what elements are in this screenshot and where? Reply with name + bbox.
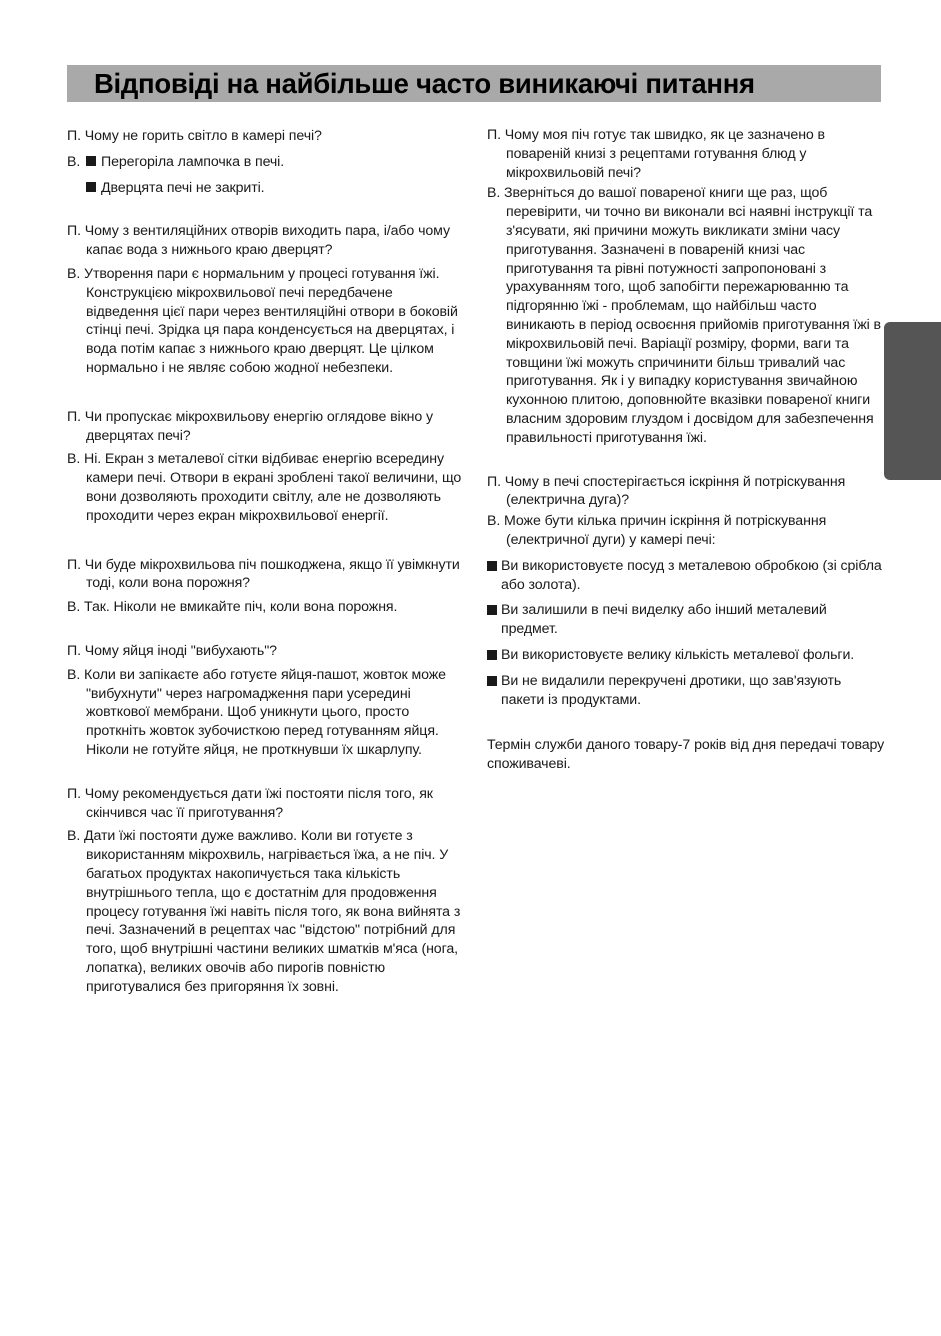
page-title: Відповіді на найбільше часто виникаючі питання <box>94 67 755 99</box>
answer: В. Дати їжі постояти дуже важливо. Коли ви готуєте з використанням мікрохвиль, нагрівається їжа, а не піч. У багатьох продуктах накопичується така кількість внутрішнього тепла, що є достатнім для продовження процесу готування їжі навіть після того, як вона вийнята з печі. Зазначений в рецептах час "відстою" потрібний для того, щоб внутрішні частини великих шматків м'яса (нога, лопатка), великих овочів або пирогів повністю приготувалися без пригоряння їх зовні. <box>67 828 461 995</box>
qa-lamp <box>67 127 467 197</box>
answer-prefix: В. <box>67 153 81 170</box>
list-item-text: Ви залишили в печі виделку або інший металевий предмет. <box>501 602 827 638</box>
question: П. Чому з вентиляційних отворів виходить пара, і/або чому капає вода з нижнього краю дверцят? <box>67 223 450 259</box>
answer-item <box>67 153 467 172</box>
answer-item <box>67 179 467 198</box>
question: П. Чи буде мікрохвильова піч пошкоджена, якщо її увімкнути тоді, коли вона порожня? <box>67 556 460 592</box>
question: П. Чому моя піч готує так швидко, як це зазначено в повареній книзі з рецептами готування блюд у мікрохвильовій печі? <box>487 127 825 181</box>
answer-text: Дверцята печі не закриті. <box>101 179 265 196</box>
answer: В. Так. Ніколи не вмикайте піч, коли вона порожня. <box>67 599 398 616</box>
question: П. Чому не горить світло в камері печі? <box>67 128 322 144</box>
qa-eggs <box>67 642 467 760</box>
qa-arcing <box>487 473 887 710</box>
bullet-square-icon <box>487 605 497 615</box>
list-item-text: Ви використовуєте велику кількість металевої фольги. <box>501 646 855 663</box>
qa-window <box>67 408 467 526</box>
side-section-tab <box>884 322 941 480</box>
answer: В. Утворення пари є нормальним у процесі готування їжі. Конструкцією мікрохвильової печі передбачене відведення цієї пари через вентиляційні отвори в боковій стінці печі. Зрідка ця пара конденсується на дверцятах, і вода потім капає з нижнього краю дверцят. Це цілком нормально і не являє собою жодної небезпеки. <box>67 265 458 376</box>
list-item-text: Ви не видалили перекручені дротики, що зав'язують пакети із продуктами. <box>501 672 842 708</box>
title-bar <box>67 65 881 102</box>
bullet-square-icon <box>487 650 497 660</box>
bullet-square-icon <box>487 676 497 686</box>
question: П. Чому в печі спостерігається іскріння й потріскування (електрична дуга)? <box>487 473 846 509</box>
bullet-square-icon <box>86 182 96 192</box>
right-column <box>487 126 887 774</box>
qa-empty <box>67 556 467 617</box>
answer: В. Може бути кілька причин іскріння й потріскування (електричної дуги) у камері печі: <box>487 513 827 548</box>
list-item <box>487 672 887 710</box>
bullet-square-icon <box>487 561 497 571</box>
question: П. Чому рекомендується дати їжі постояти після того, як скінчився час її приготування? <box>67 785 433 821</box>
list-item-text: Ви використовуєте посуд з металевою обробкою (зі срібла або золота). <box>501 557 882 593</box>
left-column <box>67 127 467 996</box>
question: П. Чи пропускає мікрохвильову енергію оглядове вікно у дверцятах печі? <box>67 408 434 444</box>
question: П. Чому яйця іноді "вибухають"? <box>67 642 277 659</box>
answer: В. Коли ви запікаєте або готуєте яйця-пашот, жовток може "вибухнути" через нагромадження пари усередині жовткової мембрани. Щоб уникнути цього, просто проткніть жовток зубочисткою перед готуванням яйця. Ніколи не готуйте яйця, не проткнувши їх шкарлупу. <box>67 666 446 758</box>
list-item <box>487 646 887 665</box>
answer: В. Зверніться до вашої повареної книги ще раз, щоб перевірити, чи точно ви виконали всі наявні інструкції та з'ясувати, які причини можуть викликати зміни часу приготування. Зазначені в повареній книзі час приготування та рівні потужності запропоновані з урахуванням того, щоб запобігти пережарюванню та підгорянню їжі - проблемам, що найбільш часто виникають в період освоєння прийомів приготування їжі в мікрохвильовій печі. Варіації розміру, форми, ваги та товщини їжі можуть спричинити більш тривалий час приготування. Як і у випадку користування звичайною кухонною плитою, доповнюйте вказівки повареної книги власним здоровим глуздом і досвідом для забезпечення правильності приготування їжі. <box>487 185 881 446</box>
qa-standing <box>67 785 467 997</box>
answer: В. Ні. Екран з металевої сітки відбиває енергію всередину камери печі. Отвори в екрані зроблені такої величини, що вони дозволяють проходити світлу, але не дозволяють проходити через екран мікрохвильової енергії. <box>67 451 462 524</box>
list-item <box>487 557 887 595</box>
bullet-square-icon <box>86 156 96 166</box>
qa-steam <box>67 222 467 377</box>
service-life-note: Термін служби даного товару-7 років від дня передачі товару споживачеві. <box>487 737 885 773</box>
list-item <box>487 601 887 639</box>
answer-text: Перегоріла лампочка в печі. <box>101 153 285 170</box>
qa-cooking-speed <box>487 126 887 448</box>
